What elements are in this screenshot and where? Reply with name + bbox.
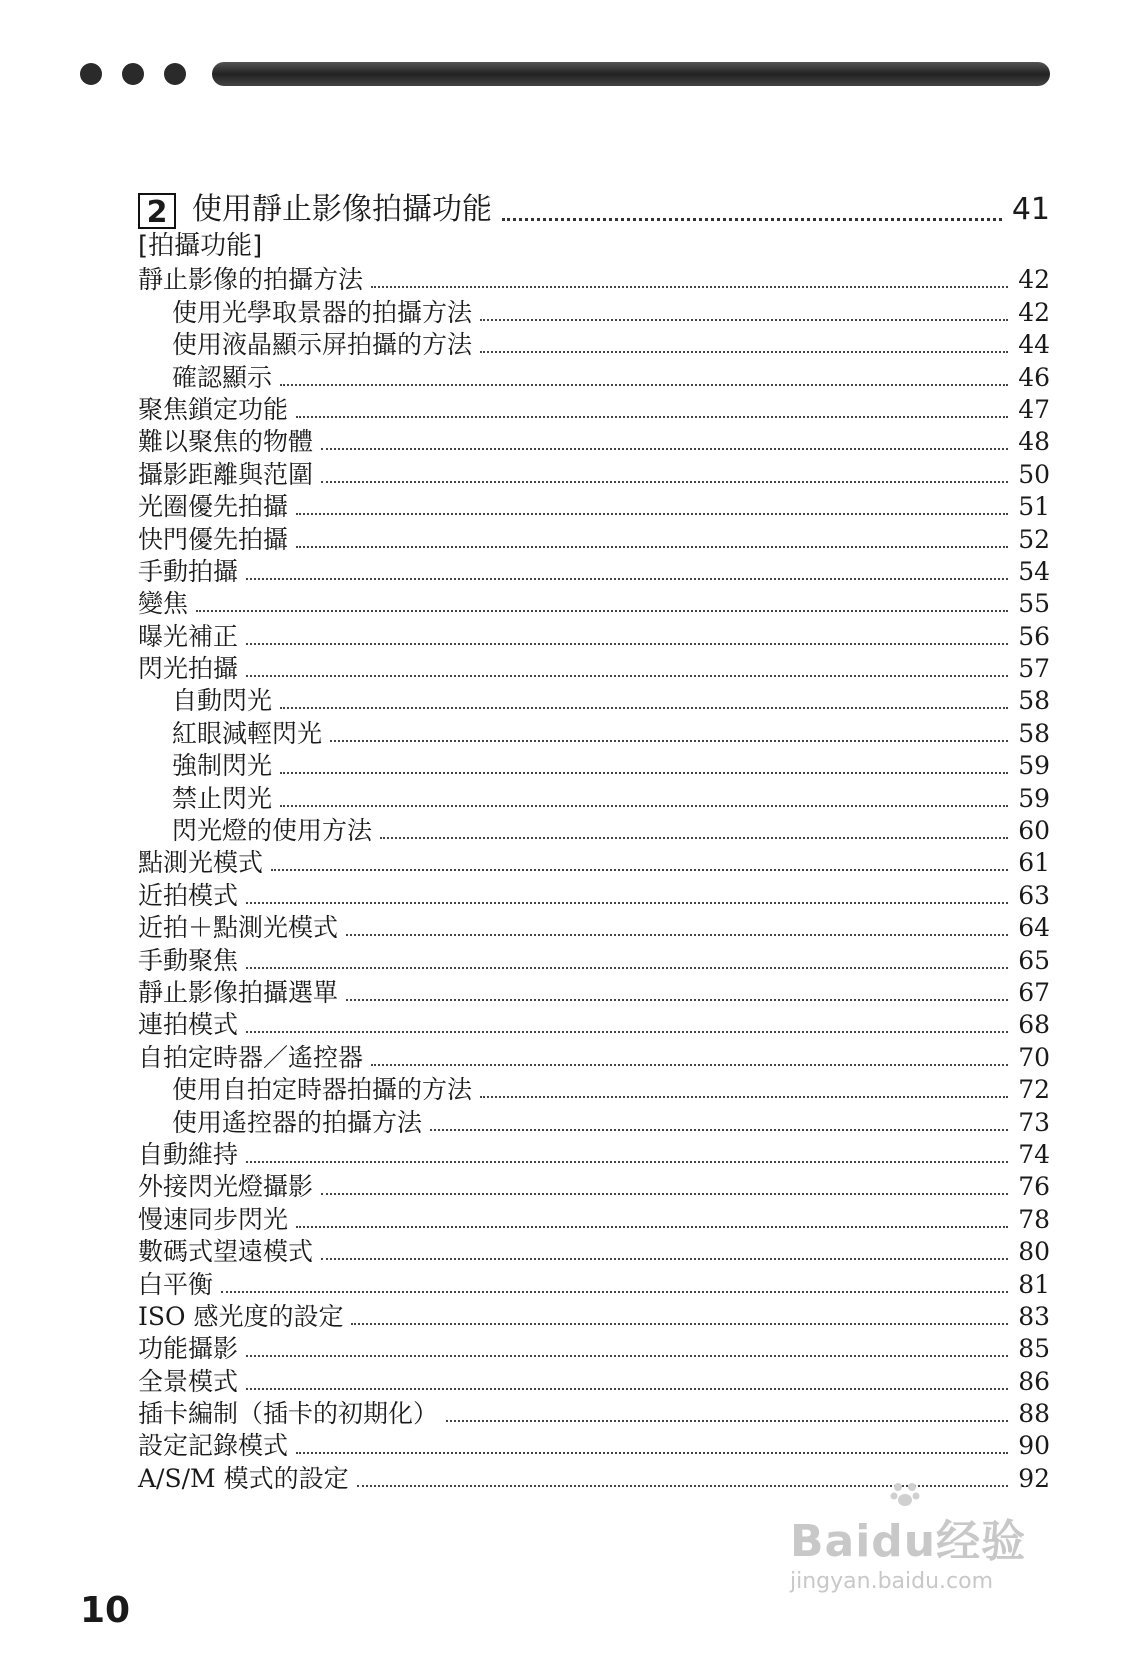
toc-entry-page: 64 bbox=[1018, 913, 1050, 943]
toc-entry-label: 使用遙控器的拍攝方法 bbox=[172, 1107, 423, 1137]
toc-entry-label: 曝光補正 bbox=[138, 621, 239, 651]
toc-entry-label: 難以聚焦的物體 bbox=[138, 427, 314, 457]
dot-leader bbox=[196, 610, 1008, 612]
toc-entry bbox=[138, 1364, 1050, 1396]
toc-entry-label: 插卡編制（插卡的初期化） bbox=[138, 1399, 439, 1429]
toc-entry-label: 變焦 bbox=[138, 589, 189, 619]
toc-entry bbox=[138, 1397, 1050, 1429]
toc-entry-label: 紅眼減輕閃光 bbox=[172, 718, 323, 748]
toc-entry-page: 51 bbox=[1018, 492, 1050, 522]
toc-entry-label: 外接閃光燈攝影 bbox=[138, 1172, 314, 1202]
toc-entry bbox=[138, 587, 1050, 619]
toc-entry-page: 72 bbox=[1018, 1075, 1050, 1105]
toc-entry-page: 70 bbox=[1018, 1042, 1050, 1072]
toc-entry-page: 83 bbox=[1018, 1301, 1050, 1331]
toc-entry-label: 手動拍攝 bbox=[138, 556, 239, 586]
toc-entry bbox=[138, 457, 1050, 489]
dot-leader bbox=[280, 772, 1008, 774]
toc-entry bbox=[138, 878, 1050, 910]
dot-leader bbox=[480, 319, 1008, 321]
page-number: 10 bbox=[80, 1590, 131, 1631]
toc-entry-label: 靜止影像的拍攝方法 bbox=[138, 265, 364, 295]
toc-entry bbox=[138, 619, 1050, 651]
toc-entry bbox=[138, 393, 1050, 425]
watermark bbox=[790, 1505, 1060, 1615]
toc-entry-label: 點測光模式 bbox=[138, 848, 264, 878]
watermark-brand: Baidu经验 bbox=[790, 1516, 1027, 1567]
toc-entry bbox=[138, 490, 1050, 522]
toc-entry bbox=[138, 1138, 1050, 1170]
toc-entry-page: 58 bbox=[1018, 686, 1050, 716]
toc-entry-label: 快門優先拍攝 bbox=[138, 524, 289, 554]
toc-entry bbox=[138, 425, 1050, 457]
toc-entry bbox=[138, 1105, 1050, 1137]
toc-entry-page: 80 bbox=[1018, 1237, 1050, 1267]
dot-leader bbox=[296, 416, 1008, 418]
toc-entry bbox=[138, 1073, 1050, 1105]
dot-leader bbox=[296, 1452, 1008, 1454]
toc-entry bbox=[138, 943, 1050, 975]
chapter-number: 2 bbox=[138, 193, 176, 229]
toc-entry-label: 使用自拍定時器拍攝的方法 bbox=[172, 1075, 473, 1105]
toc-entry-label: 手動聚焦 bbox=[138, 945, 239, 975]
toc-entry-page: 76 bbox=[1018, 1172, 1050, 1202]
toc-entry bbox=[138, 555, 1050, 587]
dot-leader bbox=[502, 218, 1002, 221]
toc-entry bbox=[138, 976, 1050, 1008]
toc-entry bbox=[138, 1040, 1050, 1072]
toc-entry bbox=[138, 1170, 1050, 1202]
toc-entry-label: 全景模式 bbox=[138, 1366, 239, 1396]
dot-leader bbox=[321, 448, 1008, 450]
toc-entry-page: 88 bbox=[1018, 1399, 1050, 1429]
toc-entry bbox=[138, 781, 1050, 813]
toc-entry-label: 自動維持 bbox=[138, 1139, 239, 1169]
toc-entry-page: 42 bbox=[1018, 297, 1050, 327]
toc-entry-label: 禁止閃光 bbox=[172, 783, 273, 813]
dot-leader bbox=[280, 707, 1008, 709]
toc-entry-page: 73 bbox=[1018, 1107, 1050, 1137]
toc-entry-label: 光圈優先拍攝 bbox=[138, 492, 289, 522]
toc-entry-page: 55 bbox=[1018, 589, 1050, 619]
dot-leader bbox=[371, 1064, 1008, 1066]
toc-entry-label: 自拍定時器／遙控器 bbox=[138, 1042, 364, 1072]
toc-entry-label: 強制閃光 bbox=[172, 751, 273, 781]
toc-entry-page: 90 bbox=[1018, 1431, 1050, 1461]
dot-leader bbox=[246, 967, 1008, 969]
toc-entry-label: 近拍模式 bbox=[138, 880, 239, 910]
toc-entry bbox=[138, 814, 1050, 846]
toc-entry bbox=[138, 749, 1050, 781]
dot-leader bbox=[280, 384, 1008, 386]
dot-leader bbox=[321, 1258, 1008, 1260]
dot-leader bbox=[480, 1096, 1008, 1098]
header-bar bbox=[212, 62, 1050, 86]
dot-leader bbox=[346, 934, 1008, 936]
toc-entry-page: 81 bbox=[1018, 1269, 1050, 1299]
dot-leader bbox=[446, 1420, 1008, 1422]
chapter-heading bbox=[138, 185, 1050, 229]
dot-leader bbox=[280, 805, 1008, 807]
toc-entry-page: 42 bbox=[1018, 265, 1050, 295]
toc-entry-label: 慢速同步閃光 bbox=[138, 1204, 289, 1234]
toc-entry-label: 功能攝影 bbox=[138, 1334, 239, 1364]
chapter-title: 使用靜止影像拍攝功能 bbox=[192, 192, 492, 227]
dot-leader bbox=[246, 643, 1008, 645]
toc-entry bbox=[138, 263, 1050, 295]
toc-entry-page: 48 bbox=[1018, 427, 1050, 457]
toc-entry-page: 58 bbox=[1018, 718, 1050, 748]
toc-entry-label: 自動閃光 bbox=[172, 686, 273, 716]
toc-entry bbox=[138, 295, 1050, 327]
toc-entry-label: 確認顯示 bbox=[172, 362, 273, 392]
toc-entry-label: 靜止影像拍攝選單 bbox=[138, 977, 339, 1007]
dot-leader bbox=[296, 1226, 1008, 1228]
toc-entry bbox=[138, 684, 1050, 716]
dot-leader bbox=[296, 546, 1008, 548]
toc-entry bbox=[138, 1300, 1050, 1332]
toc-entry bbox=[138, 652, 1050, 684]
dot-leader bbox=[221, 1291, 1008, 1293]
toc-entry bbox=[138, 1202, 1050, 1234]
toc-entry-page: 56 bbox=[1018, 621, 1050, 651]
header-decoration bbox=[80, 60, 1050, 88]
toc-entry-label: 使用光學取景器的拍攝方法 bbox=[172, 297, 473, 327]
toc-entry-page: 67 bbox=[1018, 977, 1050, 1007]
dot-leader bbox=[246, 1388, 1008, 1390]
dot-leader bbox=[380, 837, 1008, 839]
dot-leader bbox=[480, 351, 1008, 353]
toc-entry bbox=[138, 1429, 1050, 1461]
toc-entry-page: 59 bbox=[1018, 783, 1050, 813]
header-dot bbox=[164, 63, 186, 85]
toc-entry-label: 聚焦鎖定功能 bbox=[138, 394, 289, 424]
dot-leader bbox=[346, 999, 1008, 1001]
dot-leader bbox=[351, 1323, 1008, 1325]
dot-leader bbox=[430, 1129, 1008, 1131]
toc-entry-page: 44 bbox=[1018, 330, 1050, 360]
dot-leader bbox=[246, 578, 1008, 580]
toc-entry bbox=[138, 328, 1050, 360]
toc-entry-page: 63 bbox=[1018, 880, 1050, 910]
toc-entry-page: 57 bbox=[1018, 654, 1050, 684]
toc-entry-page: 85 bbox=[1018, 1334, 1050, 1364]
toc-entry-page: 46 bbox=[1018, 362, 1050, 392]
toc-entry-label: 白平衡 bbox=[138, 1269, 214, 1299]
toc-entry-label: 數碼式望遠模式 bbox=[138, 1237, 314, 1267]
header-dot bbox=[80, 63, 102, 85]
toc-entry-label: 近拍＋點測光模式 bbox=[138, 913, 339, 943]
header-dot bbox=[122, 63, 144, 85]
toc-entry-page: 50 bbox=[1018, 459, 1050, 489]
toc-entry bbox=[138, 846, 1050, 878]
toc-list bbox=[138, 263, 1050, 1494]
toc-entry bbox=[138, 1008, 1050, 1040]
toc-entry-label: 閃光燈的使用方法 bbox=[172, 816, 373, 846]
dot-leader bbox=[321, 481, 1008, 483]
toc-entry-page: 78 bbox=[1018, 1204, 1050, 1234]
toc-entry bbox=[138, 360, 1050, 392]
dot-leader bbox=[246, 1031, 1008, 1033]
dot-leader bbox=[246, 1355, 1008, 1357]
dot-leader bbox=[246, 902, 1008, 904]
toc-entry-label: 連拍模式 bbox=[138, 1010, 239, 1040]
toc-entry-page: 54 bbox=[1018, 556, 1050, 586]
toc-entry bbox=[138, 716, 1050, 748]
toc-entry-page: 61 bbox=[1018, 848, 1050, 878]
toc-entry bbox=[138, 1332, 1050, 1364]
dot-leader bbox=[330, 740, 1008, 742]
toc-entry bbox=[138, 1235, 1050, 1267]
chapter-page: 41 bbox=[1011, 192, 1050, 227]
toc-entry bbox=[138, 911, 1050, 943]
dot-leader bbox=[246, 1161, 1008, 1163]
toc-entry-label: 使用液晶顯示屏拍攝的方法 bbox=[172, 330, 473, 360]
dot-leader bbox=[321, 1193, 1008, 1195]
toc-entry-label: ISO 感光度的設定 bbox=[138, 1301, 344, 1331]
toc-entry-page: 52 bbox=[1018, 524, 1050, 554]
toc-entry-page: 59 bbox=[1018, 751, 1050, 781]
dot-leader bbox=[296, 513, 1008, 515]
toc-entry-page: 86 bbox=[1018, 1366, 1050, 1396]
dot-leader bbox=[271, 869, 1008, 871]
toc-entry bbox=[138, 522, 1050, 554]
toc-entry-page: 74 bbox=[1018, 1139, 1050, 1169]
toc-entry-page: 68 bbox=[1018, 1010, 1050, 1040]
watermark-url: jingyan.baidu.com bbox=[790, 1569, 994, 1594]
toc-entry-page: 92 bbox=[1018, 1463, 1050, 1493]
toc-entry-label: 設定記錄模式 bbox=[138, 1431, 289, 1461]
section-label: [拍攝功能] bbox=[138, 231, 263, 261]
toc-entry-page: 65 bbox=[1018, 945, 1050, 975]
toc-entry-label: 閃光拍攝 bbox=[138, 654, 239, 684]
toc-entry-page: 60 bbox=[1018, 816, 1050, 846]
toc-entry-label: A/S/M 模式的設定 bbox=[138, 1463, 349, 1493]
toc-entry-page: 47 bbox=[1018, 394, 1050, 424]
dot-leader bbox=[371, 286, 1008, 288]
dot-leader bbox=[246, 675, 1008, 677]
toc-entry bbox=[138, 1267, 1050, 1299]
toc-entry-label: 攝影距離與范圍 bbox=[138, 459, 314, 489]
